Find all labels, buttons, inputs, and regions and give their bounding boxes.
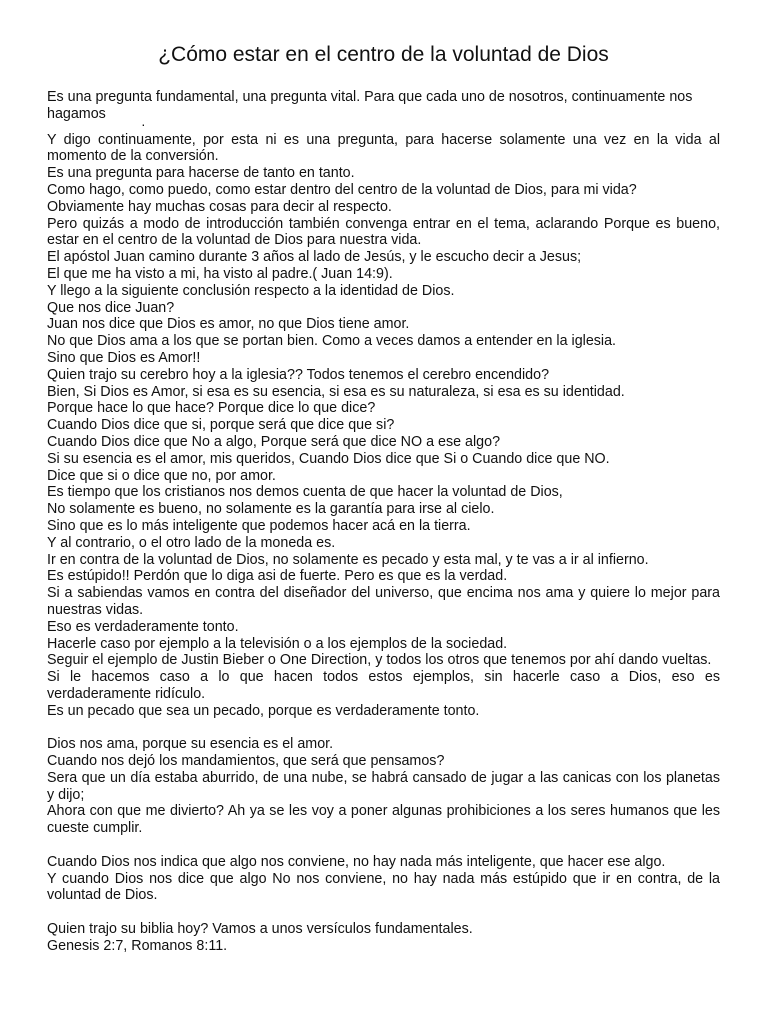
text-line: Ahora con que me divierto? Ah ya se les voy a poner algunas prohibiciones a los seres humanos que les cueste cumplir. [47,803,720,837]
stray-mark [47,115,720,132]
text-block-1 [47,132,720,720]
text-line: El apóstol Juan camino durante 3 años al lado de Jesús, y le escucho decir a Jesus; [47,249,582,266]
text-line: Eso es verdaderamente tonto. [47,618,239,635]
paragraph-gap [47,719,720,736]
text-block-3 [47,854,720,904]
text-line: Dios nos ama, porque su esencia es el amor. [47,736,334,753]
text-line: Porque hace lo que hace? Porque dice lo que dice? [47,400,376,417]
text-line: Es estúpido!! Perdón que lo diga asi de fuerte. Pero es que es la verdad. [47,568,508,585]
text-block-4 [47,921,720,955]
text-line: Cuando Dios dice que si, porque será que dice que si? [47,417,395,434]
document-body [47,89,720,955]
text-line: Pero quizás a modo de introducción también convenga entrar en el tema, aclarando Porque es bueno, estar en el centro de la voluntad de Dios para nuestra vida. [47,215,720,249]
text-line: Si le hacemos caso a lo que hacen todos estos ejemplos, sin hacerle caso a Dios, eso es verdaderamente ridículo. [47,669,720,702]
text-line: Y llego a la siguiente conclusión respecto a la identidad de Dios. [47,282,455,299]
text-line: Obviamente hay muchas cosas para decir al respecto. [47,198,392,215]
text-line: No que Dios ama a los que se portan bien. Como a veces damos a entender en la iglesia. [47,333,617,350]
text-line: Es tiempo que los cristianos nos demos cuenta de que hacer la voluntad de Dios, [47,484,563,501]
text-line: Sera que un día estaba aburrido, de una nube, se habrá cansado de jugar a las canicas con los planetas y dijo; [47,769,720,803]
text-line: No solamente es bueno, no solamente es la garantía para irse al cielo. [47,501,495,518]
text-line: El que me ha visto a mi, ha visto al padre.( Juan 14:9). [47,265,393,282]
text-line: Hacerle caso por ejemplo a la televisión o a los ejemplos de la sociedad. [47,635,508,652]
text-line: Y digo continuamente, por esta ni es una pregunta, para hacerse solamente una vez en la vida al momento de la conversión. [47,131,720,165]
text-line: Y cuando Dios nos dice que algo No nos conviene, no hay nada más estúpido que ir en contra, de la voluntad de Dios. [47,870,720,904]
text-line: Seguir el ejemplo de Justin Bieber o One Direction, y todos los otros que tenemos por ahí dando vueltas. [47,652,712,669]
text-line: Sino que Dios es Amor!! [47,349,201,366]
text-block-2 [47,736,720,837]
text-line: Quien trajo su biblia hoy? Vamos a unos versículos fundamentales. [47,921,473,938]
text-line: Sino que es lo más inteligente que podemos hacer acá en la tierra. [47,517,471,534]
text-line: Es una pregunta para hacerse de tanto en tanto. [47,165,355,182]
stray-mark-glyph: · [141,115,146,132]
text-line: Que nos dice Juan? [47,299,175,316]
text-line: Dice que si o dice que no, por amor. [47,467,276,484]
text-line: Ir en contra de la voluntad de Dios, no solamente es pecado y esta mal, y te vas a ir al infierno. [47,551,649,568]
text-line: Y al contrario, o el otro lado de la moneda es. [47,534,336,551]
text-line: Cuando nos dejó los mandamientos, que será que pensamos? [47,753,445,770]
paragraph-gap [47,837,720,854]
text-line: Como hago, como puedo, como estar dentro del centro de la voluntad de Dios, para mi vida? [47,181,637,198]
text-line: Si a sabiendas vamos en contra del diseñador del universo, que encima nos ama y quiere lo mejor para nuestras vidas. [47,585,720,618]
text-line: Cuando Dios nos indica que algo nos conviene, no hay nada más inteligente, que hacer ese algo. [47,853,666,870]
text-line: Cuando Dios dice que No a algo, Porque será que dice NO a ese algo? [47,433,501,450]
text-line: Quien trajo su cerebro hoy a la iglesia?? Todos tenemos el cerebro encendido? [47,366,550,383]
text-line: Si su esencia es el amor, mis queridos, Cuando Dios dice que Si o Cuando dice que NO. [47,450,610,467]
text-line: Bien, Si Dios es Amor, si esa es su esencia, si esa es su naturaleza, si esa es su identidad. [47,383,625,400]
text-line: Es un pecado que sea un pecado, porque es verdaderamente tonto. [47,702,480,719]
paragraph-gap [47,904,720,921]
intro-paragraph: Es una pregunta fundamental, una pregunta vital. Para que cada uno de nosotros, continuamente nos hagamos [47,89,693,122]
document-title: ¿Cómo estar en el centro de la voluntad de Dios [158,43,609,66]
text-line: Juan nos dice que Dios es amor, no que Dios tiene amor. [47,316,410,333]
text-line: Genesis 2:7, Romanos 8:11. [47,937,228,954]
